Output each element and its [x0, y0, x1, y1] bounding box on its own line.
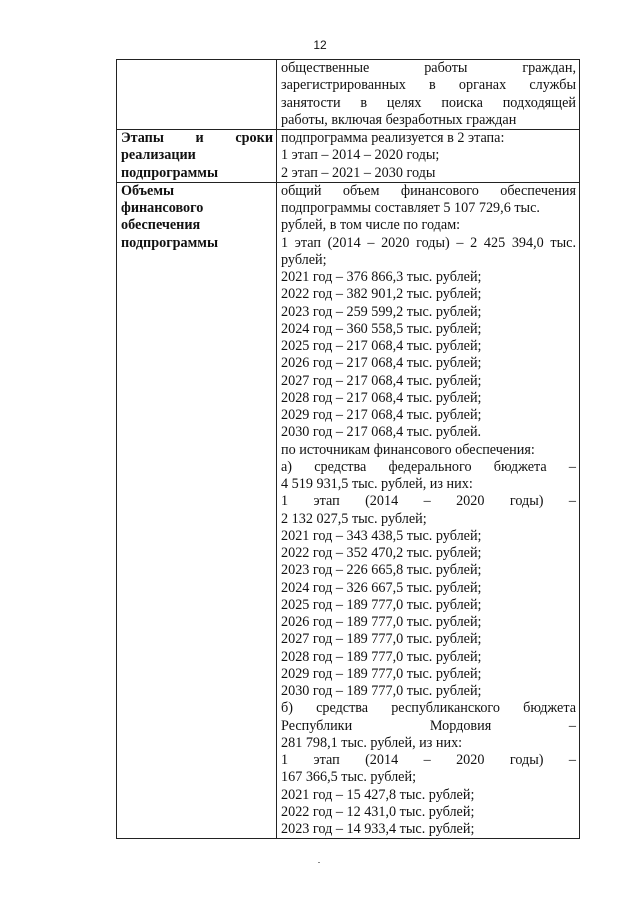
- content-line: 2022 год – 382 901,2 тыс. рублей;: [281, 286, 482, 303]
- row-content-cell: [277, 182, 580, 839]
- content-line: 2 132 027,5 тыс. рублей;: [281, 510, 427, 527]
- row-label-line: обеспечения: [121, 217, 201, 234]
- passport-table: [116, 59, 580, 839]
- content-line: 1 этап (2014 – 2020 годы) – 2 425 394,0 тыс.: [281, 234, 576, 251]
- content-line: 2026 год – 189 777,0 тыс. рублей;: [281, 614, 482, 630]
- content-line: работы, включая безработных граждан: [281, 111, 517, 128]
- content-line: общественные работы граждан,: [281, 60, 576, 76]
- content-line: 2025 год – 217 068,4 тыс. рублей;: [281, 338, 482, 354]
- content-line: 2026 год – 217 068,4 тыс. рублей;: [281, 355, 482, 372]
- content-line: 2030 год – 217 068,4 тыс. рублей.: [281, 424, 482, 441]
- content-line: подпрограммы составляет 5 107 729,6 тыс.: [281, 200, 540, 216]
- table-row: [117, 182, 580, 839]
- content-line: 2023 год – 14 933,4 тыс. рублей;: [281, 821, 475, 837]
- row-label-line: реализации: [121, 147, 196, 164]
- table-row: [117, 130, 580, 183]
- row-label-cell: [117, 182, 277, 839]
- content-line: 2022 год – 352 470,2 тыс. рублей;: [281, 545, 482, 561]
- content-line: 2027 год – 217 068,4 тыс. рублей;: [281, 372, 482, 389]
- content-line: 2023 год – 259 599,2 тыс. рублей;: [281, 303, 482, 320]
- content-line: 2028 год – 217 068,4 тыс. рублей;: [281, 389, 482, 406]
- content-line: 1 этап (2014 – 2020 годы) –: [281, 493, 576, 510]
- content-line: 2025 год – 189 777,0 тыс. рублей;: [281, 596, 482, 613]
- content-line: рублей, в том числе по годам:: [281, 217, 461, 234]
- content-line: 2024 год – 360 558,5 тыс. рублей;: [281, 320, 482, 337]
- row-label-line: подпрограммы: [121, 234, 219, 251]
- row-label-line: Объемы: [121, 182, 175, 199]
- content-line: 2028 год – 189 777,0 тыс. рублей;: [281, 648, 482, 665]
- content-line: 1 этап (2014 – 2020 годы) –: [281, 752, 576, 768]
- content-line: занятости в целях поиска подходящей: [281, 94, 576, 111]
- scan-speck: [318, 862, 320, 863]
- content-line: 2029 год – 217 068,4 тыс. рублей;: [281, 407, 482, 423]
- content-line: общий объем финансового обеспечения: [281, 182, 576, 199]
- content-line: рублей;: [281, 251, 327, 268]
- content-line: 2 этап – 2021 – 2030 годы: [281, 164, 436, 181]
- row-content-cell: [277, 130, 580, 183]
- table-row: [117, 60, 580, 130]
- content-line: 2030 год – 189 777,0 тыс. рублей;: [281, 683, 482, 699]
- content-line: 2021 год – 376 866,3 тыс. рублей;: [281, 269, 482, 285]
- content-line: 167 366,5 тыс. рублей;: [281, 769, 417, 786]
- content-line: 2027 год – 189 777,0 тыс. рублей;: [281, 631, 482, 648]
- content-line: по источникам финансового обеспечения:: [281, 441, 535, 458]
- row-label-line: финансового: [121, 200, 204, 216]
- content-line: б) средства республиканского бюджета: [281, 700, 576, 717]
- row-label-cell: [117, 130, 277, 183]
- row-content-cell: [277, 60, 580, 130]
- content-line: 281 798,1 тыс. рублей, из них:: [281, 734, 463, 751]
- content-line: а) средства федерального бюджета –: [281, 458, 576, 475]
- row-label-cell: [117, 60, 277, 130]
- content-line: 1 этап – 2014 – 2020 годы;: [281, 147, 440, 164]
- content-line: подпрограмма реализуется в 2 этапа:: [281, 130, 505, 146]
- content-line: 2021 год – 343 438,5 тыс. рублей;: [281, 527, 482, 544]
- content-line: 2021 год – 15 427,8 тыс. рублей;: [281, 786, 475, 803]
- content-line: Республики Мордовия –: [281, 717, 576, 734]
- content-line: зарегистрированных в органах службы: [281, 77, 576, 94]
- content-line: 2024 год – 326 667,5 тыс. рублей;: [281, 579, 482, 596]
- content-line: 2023 год – 226 665,8 тыс. рублей;: [281, 562, 482, 579]
- row-label-line: Этапы и сроки: [121, 130, 273, 146]
- page-number: 12: [313, 38, 327, 52]
- content-line: 4 519 931,5 тыс. рублей, из них:: [281, 476, 473, 492]
- content-line: 2029 год – 189 777,0 тыс. рублей;: [281, 665, 482, 682]
- table-body: [117, 60, 580, 839]
- content-line: 2022 год – 12 431,0 тыс. рублей;: [281, 803, 475, 820]
- row-label-line: подпрограммы: [121, 164, 219, 181]
